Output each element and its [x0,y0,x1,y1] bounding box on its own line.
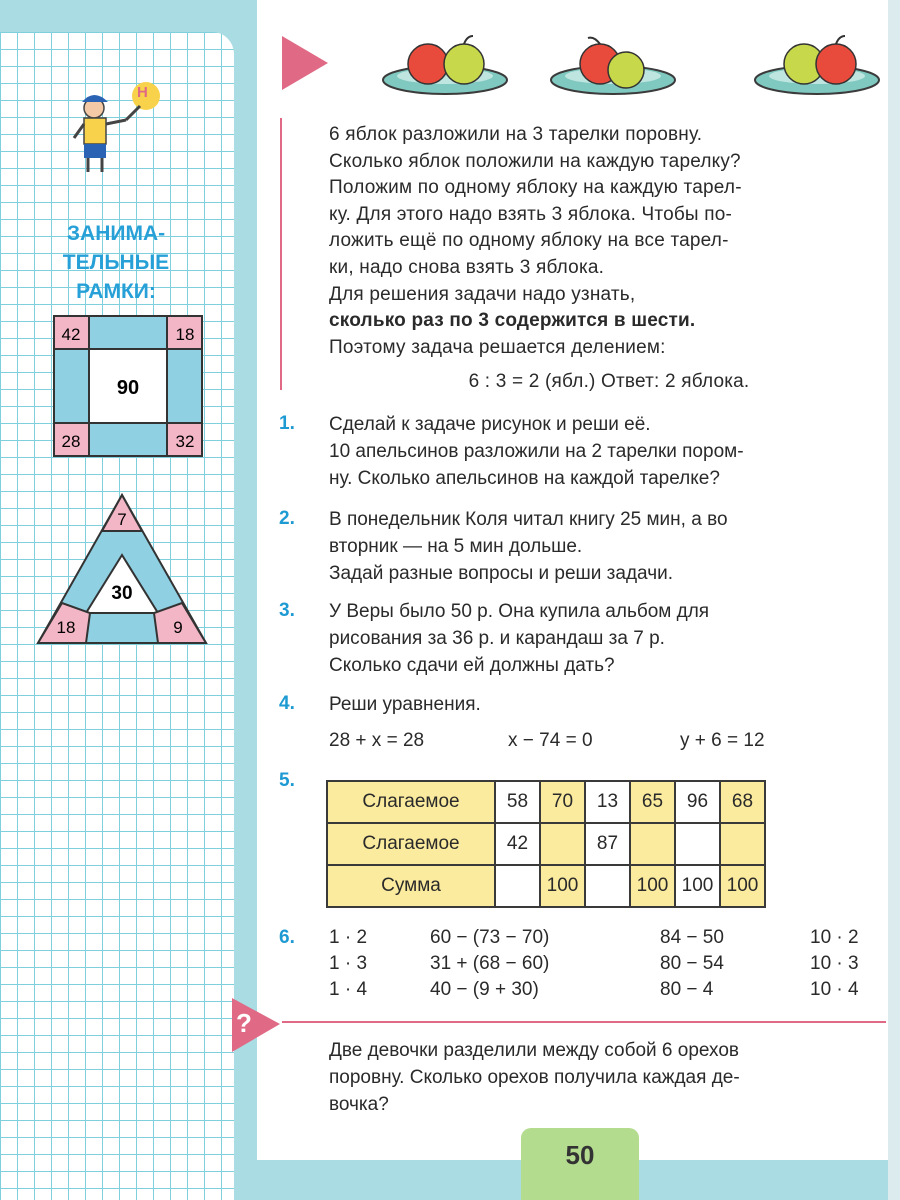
intro-line: Сколько яблок положили на каждую тарелку? [329,150,741,172]
expression: 10 · 2 [810,927,859,948]
expression: 80 − 4 [660,979,714,1000]
sidebar-title-line: ТЕЛЬНЫЕ [62,251,170,274]
table-cell: 96 [675,781,720,823]
task-line: В понедельник Коля читал книгу 25 мин, а во [329,509,728,530]
table-row-label: Слагаемое [327,823,495,865]
table-row [327,781,765,823]
expression-column [329,925,367,1003]
expression-column [810,925,859,1003]
expression: 40 − (9 + 30) [430,979,539,1000]
task-line: Задай разные вопросы и реши задачи. [329,563,673,584]
intro-margin-line [280,118,282,390]
table-cell: 68 [720,781,765,823]
expression-column [430,925,549,1003]
plate-with-apples-illustration [752,34,882,104]
question-mark: ? [236,1008,252,1038]
question-line: вочка? [329,1094,389,1115]
task-line: 10 апельсинов разложили на 2 тарелки пором- [329,441,744,462]
section-arrow-icon [280,34,332,92]
expression: 1 · 4 [329,979,368,1000]
table-cell [720,823,765,865]
intro-line: ложить ещё по одному яблоку на все тарел- [329,230,729,252]
corner-number: 28 [61,432,81,451]
question-divider [282,1021,886,1023]
task-line: вторник — на 5 мин дольше. [329,536,583,557]
corner-number: 42 [61,325,81,344]
expression: 1 · 2 [329,927,368,948]
square-frame-puzzle [53,315,203,457]
intro-line: Положим по одному яблоку на каждую тарел- [329,177,742,199]
center-sum: 30 [111,583,133,604]
table-cell: 100 [540,865,585,907]
equation: 28 + x = 28 [329,730,425,751]
corner-number: 7 [117,510,127,529]
table-cell: 65 [630,781,675,823]
task-number: 1. [279,413,295,434]
task-1-text [329,411,889,492]
center-sum: 90 [116,377,140,399]
plate-with-apples-illustration [380,34,510,104]
corner-number: 18 [175,325,195,344]
corner-number: 32 [175,432,195,451]
intro-solution: 6 : 3 = 2 (ябл.) Ответ: 2 яблока. [468,371,750,393]
table-cell [540,823,585,865]
task-line: ну. Сколько апельсинов на каждой тарелке? [329,468,720,489]
task-line: Реши уравнения. [329,694,481,715]
table-cell [585,865,630,907]
task-3-text [329,598,889,679]
table-cell: 100 [630,865,675,907]
page-edge [888,0,900,1200]
intro-text [329,122,889,396]
equation: y + 6 = 12 [680,730,765,751]
table-row [327,823,765,865]
task-line: рисования за 36 р. и карандаш за 7 р. [329,628,665,649]
question-line: поровну. Сколько орехов получила каждая де- [329,1067,740,1088]
addends-table [326,780,766,908]
badge-letter: Н [137,84,148,101]
task-line: У Веры было 50 р. Она купила альбом для [329,601,710,622]
expression: 60 − (73 − 70) [430,927,550,948]
intro-line: 6 яблок разложили на 3 тарелки поровну. [329,124,703,145]
table-cell: 87 [585,823,630,865]
expression: 80 − 54 [660,953,724,974]
task-4-text [329,691,889,718]
intro-line: ки, надо снова взять 3 яблока. [329,256,605,278]
task-number: 2. [279,508,295,529]
table-cell: 42 [495,823,540,865]
expression: 10 · 4 [810,979,859,1000]
task-number: 4. [279,693,295,714]
corner-number: 18 [56,618,76,637]
question-text [329,1037,889,1118]
sidebar-title-line: РАМКИ: [76,280,156,303]
task-number: 5. [279,770,295,791]
expression: 10 · 3 [810,953,859,974]
page-number: 50 [565,1140,595,1170]
table-cell: 100 [675,865,720,907]
question-line: Две девочки разделили между собой 6 орехов [329,1040,739,1061]
intro-rule-bold: сколько раз по 3 содержится в шести. [329,310,696,332]
expression: 1 · 3 [329,953,368,974]
table-cell [495,865,540,907]
table-cell [675,823,720,865]
table-cell: 70 [540,781,585,823]
intro-line: Для решения задачи надо узнать, [329,283,636,305]
intro-line: ку. Для этого надо взять 3 яблока. Чтобы по- [329,203,733,225]
expression: 31 + (68 − 60) [430,953,550,974]
intro-line: Поэтому задача решается делением: [329,336,666,358]
table-row-label: Слагаемое [327,781,495,823]
boy-character-illustration [62,80,168,180]
equation: x − 74 = 0 [508,730,593,751]
task-line: Сделай к задаче рисунок и реши её. [329,414,651,435]
table-cell [630,823,675,865]
corner-number: 9 [173,618,183,637]
table-cell: 100 [720,865,765,907]
sidebar-title [36,219,196,306]
table-row [327,865,765,907]
task-line: Сколько сдачи ей должны дать? [329,655,615,676]
table-cell: 13 [585,781,630,823]
task-2-text [329,506,889,587]
expression: 84 − 50 [660,927,724,948]
task-number: 3. [279,600,295,621]
plate-with-apples-illustration [548,34,678,104]
triangle-frame-puzzle [36,493,208,645]
table-row-label: Сумма [327,865,495,907]
expression-column [660,925,724,1003]
task-number: 6. [279,927,295,948]
sidebar-title-line: ЗАНИМА- [66,222,166,245]
table-cell: 58 [495,781,540,823]
